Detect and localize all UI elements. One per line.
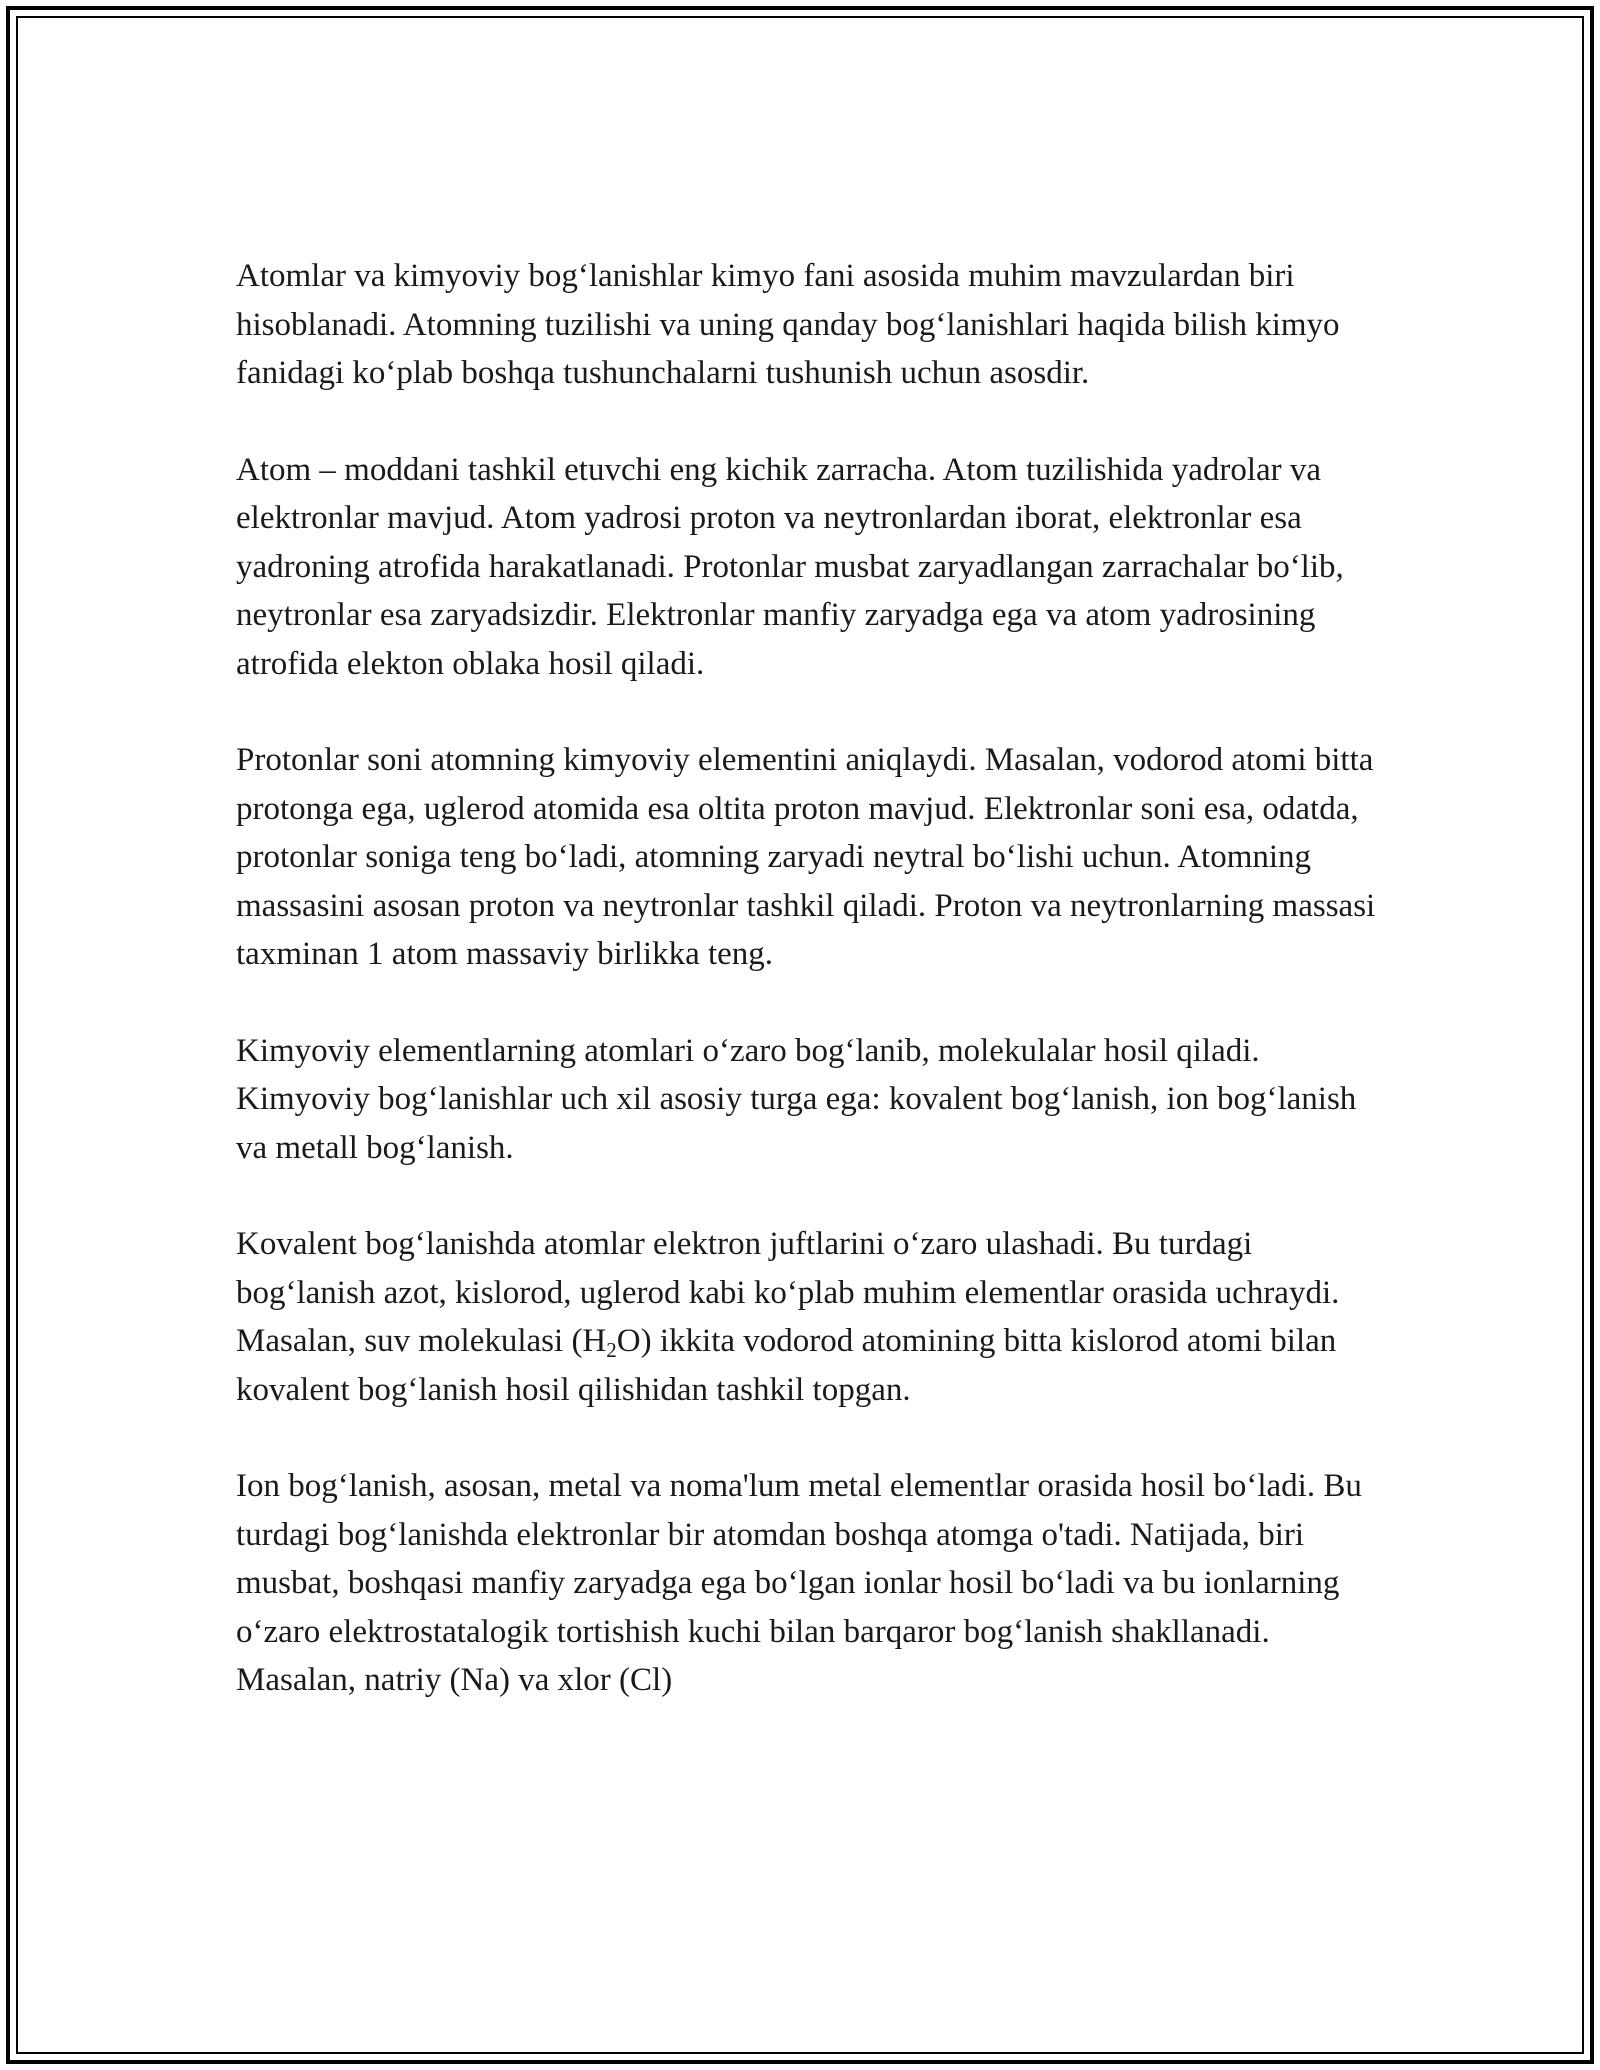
document-body <box>236 252 1376 1705</box>
paragraph-ionic-bond: Ion bog‘lanish, asosan, metal va noma'lum metal elementlar orasida hosil bo‘ladi. Bu turdagi bog‘lanishda elektronlar bir atomdan boshqa atomga o'tadi. Natijada, biri musbat, boshqasi manfiy zaryadga ega bo‘lgan ionlar hosil bo‘ladi va bu ionlarning o‘zaro elektrostatalogik tortishish kuchi bilan barqaror bog‘lanish shakllanadi. Masalan, natriy (Na) va xlor (Cl) <box>236 1468 1362 1698</box>
paragraph-covalent-bond <box>236 1220 1376 1414</box>
paragraph-atom-structure: Atom – moddani tashkil etuvchi eng kichik zarracha. Atom tuzilishida yadrolar va elektronlar mavjud. Atom yadrosi proton va neytronlardan iborat, elektronlar esa yadroning atrofida harakatlanadi. Protonlar musbat zaryadlangan zarrachalar bo‘lib, neytronlar esa zaryadsizdir. Elektronlar manfiy zaryadga ega va atom yadrosining atrofida elekton oblaka hosil qiladi. <box>236 451 1344 682</box>
water-formula-subscript: 2 <box>606 1338 617 1362</box>
covalent-text-after-subscript: O) ikkita vodorod atomining bitta kislorod atomi bilan kovalent bog‘lanish hosil qilishidan tashkil topgan. <box>236 1323 1337 1408</box>
paragraph-chemical-bonds: Kimyoviy elementlarning atomlari o‘zaro bog‘lanib, molekulalar hosil qiladi. Kimyoviy bog‘lanishlar uch xil asosiy turga ega: kovalent bog‘lanish, ion bog‘lanish va metall bog‘lanish. <box>236 1032 1357 1166</box>
paragraph-protons-electrons: Protonlar soni atomning kimyoviy elementini aniqlaydi. Masalan, vodorod atomi bitta protonga ega, uglerod atomida esa oltita proton mavjud. Elektronlar soni esa, odatda, protonlar soniga teng bo‘ladi, atomning zaryadi neytral bo‘lishi uchun. Atomning massasini asosan proton va neytronlar tashkil qiladi. Proton va neytronlarning massasi taxminan 1 atom massaviy birlikka teng. <box>236 742 1376 972</box>
covalent-text-before-subscript: Kovalent bog‘lanishda atomlar elektron juftlarini o‘zaro ulashadi. Bu turdagi bog‘lanish azot, kislorod, uglerod kabi ko‘plab muhim elementlar orasida uchraydi. Masalan, suv molekulasi (H <box>236 1226 1340 1359</box>
paragraph-atoms-intro: Atomlar va kimyoviy bog‘lanishlar kimyo fani asosida muhim mavzulardan biri hisoblanadi. Atomning tuzilishi va uning qanday bog‘lanishlari haqida bilish kimyo fanidagi ko‘plab boshqa tushunchalarni tushunish uchun asosdir. <box>236 258 1340 391</box>
